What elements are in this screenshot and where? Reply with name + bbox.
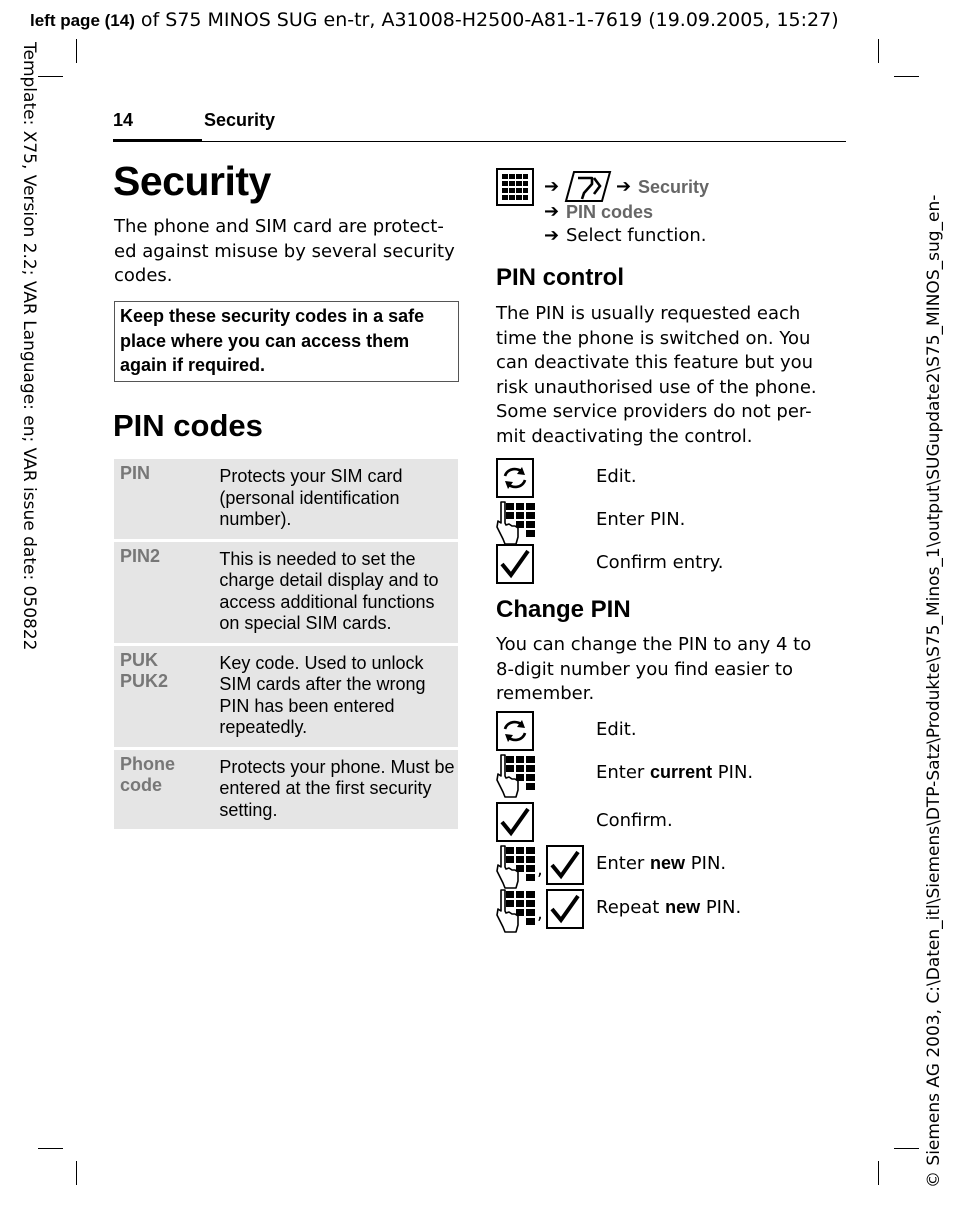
header-rule xyxy=(113,141,846,142)
path-item-security: Security xyxy=(638,177,710,197)
change-pin-heading: Change PIN xyxy=(496,596,631,623)
menu-grid-icon xyxy=(496,168,534,206)
edit-softkey-icon xyxy=(496,458,534,498)
step-text xyxy=(596,853,726,874)
checkmark-icon xyxy=(546,845,584,885)
note-box: Keep these security codes in a safe place where you can access them again if required. xyxy=(114,301,459,382)
copyright-path-vertical: © Siemens AG 2003, C:\Daten_itl\Siemens\DTP-Satz\Produkte\S75_Minos_1\output\SUGupdate2\S75_MINOS_sug_en- xyxy=(924,194,944,1188)
step-text-post: PIN. xyxy=(685,853,727,874)
icon-separator: , xyxy=(537,903,543,924)
code-description: Protects your SIM card (personal identification number). xyxy=(219,466,403,529)
path-arrow: ➔ xyxy=(616,176,632,197)
table-row xyxy=(114,459,458,539)
step-text: Confirm. xyxy=(596,810,673,831)
crop-mark xyxy=(38,1148,63,1149)
step-text: Edit. xyxy=(596,719,637,740)
crop-mark xyxy=(894,1148,919,1149)
keypad-hand-icon xyxy=(496,889,538,933)
print-info-line xyxy=(30,9,839,31)
step-text-post: PIN. xyxy=(700,897,742,918)
pin-control-heading: PIN control xyxy=(496,264,625,291)
menu-path xyxy=(496,168,826,248)
step-row xyxy=(496,711,836,751)
print-page-label: left page (14) xyxy=(30,11,135,30)
running-title: Security xyxy=(204,110,276,130)
code-description: This is needed to set the charge detail display and to access additional functions on special SIM cards. xyxy=(219,548,439,633)
step-text-emphasis: new xyxy=(650,853,686,873)
table-row xyxy=(114,542,458,643)
step-text-emphasis: current xyxy=(650,762,713,782)
step-text: Edit. xyxy=(596,466,637,487)
table-row xyxy=(114,646,458,747)
path-arrow: ➔ xyxy=(544,225,560,246)
code-description: Protects your phone. Must be entered at the first security setting. xyxy=(219,756,455,820)
step-text xyxy=(596,762,753,783)
page-title: Security xyxy=(113,158,271,204)
code-name: PIN2 xyxy=(120,545,161,566)
step-text-pre: Enter xyxy=(596,853,651,874)
step-text: Confirm entry. xyxy=(596,552,724,573)
step-text-post: PIN. xyxy=(712,762,754,783)
code-name: PIN xyxy=(120,463,151,483)
keypad-hand-icon xyxy=(496,501,538,545)
path-select-function: Select function. xyxy=(566,225,707,246)
step-row xyxy=(496,501,836,541)
checkmark-icon xyxy=(546,889,584,929)
code-description: Key code. Used to unlock SIM cards after the wrong PIN has been entered repeatedly. xyxy=(219,652,426,737)
pin-codes-table xyxy=(114,459,458,832)
step-row xyxy=(496,458,836,498)
step-row xyxy=(496,754,836,794)
keypad-hand-icon xyxy=(496,845,538,889)
change-pin-paragraph: You can change the PIN to any 4 to 8-digit number you find easier to remember. xyxy=(496,634,812,704)
crop-mark xyxy=(76,1161,77,1185)
crop-mark xyxy=(878,1161,879,1185)
crop-mark xyxy=(38,76,63,77)
path-item-pin-codes: PIN codes xyxy=(566,202,654,222)
code-name: Phone code xyxy=(120,753,176,795)
step-text: Enter PIN. xyxy=(596,509,686,530)
intro-paragraph: The phone and SIM card are protect-ed against misuse by several security codes. xyxy=(114,216,455,286)
step-text-emphasis: new xyxy=(665,897,701,917)
table-row xyxy=(114,750,458,830)
step-row xyxy=(496,889,836,929)
path-arrow: ➔ xyxy=(544,176,560,197)
crop-mark xyxy=(76,39,77,63)
print-job-info: of S75 MINOS SUG en-tr, A31008-H2500-A81-1-7619 (19.09.2005, 15:27) xyxy=(134,9,839,31)
step-row xyxy=(496,544,836,584)
path-arrow: ➔ xyxy=(544,201,560,222)
template-info-vertical: Template: X75, Version 2.2; VAR Language: en; VAR issue date: 050822 xyxy=(19,42,39,651)
crop-mark xyxy=(878,39,879,63)
page-number: 14 xyxy=(113,110,134,130)
pin-codes-heading: PIN codes xyxy=(113,408,263,443)
step-text xyxy=(596,897,741,918)
step-row xyxy=(496,845,836,885)
pin-control-paragraph: The PIN is usually requested each time the phone is switched on. You can deactivate this feature but you risk unauthorised use of the phone. Some service providers do not per-mit deactivating the control. xyxy=(496,303,817,447)
step-text-pre: Enter xyxy=(596,762,651,783)
crop-mark xyxy=(894,76,919,77)
edit-softkey-icon xyxy=(496,711,534,751)
settings-tools-icon xyxy=(564,168,612,204)
step-text-pre: Repeat xyxy=(596,897,666,918)
code-name: PUK PUK2 xyxy=(120,649,169,691)
checkmark-icon xyxy=(496,802,534,842)
step-row xyxy=(496,802,836,842)
checkmark-icon xyxy=(496,544,534,584)
keypad-hand-icon xyxy=(496,754,538,798)
icon-separator: , xyxy=(537,859,543,880)
